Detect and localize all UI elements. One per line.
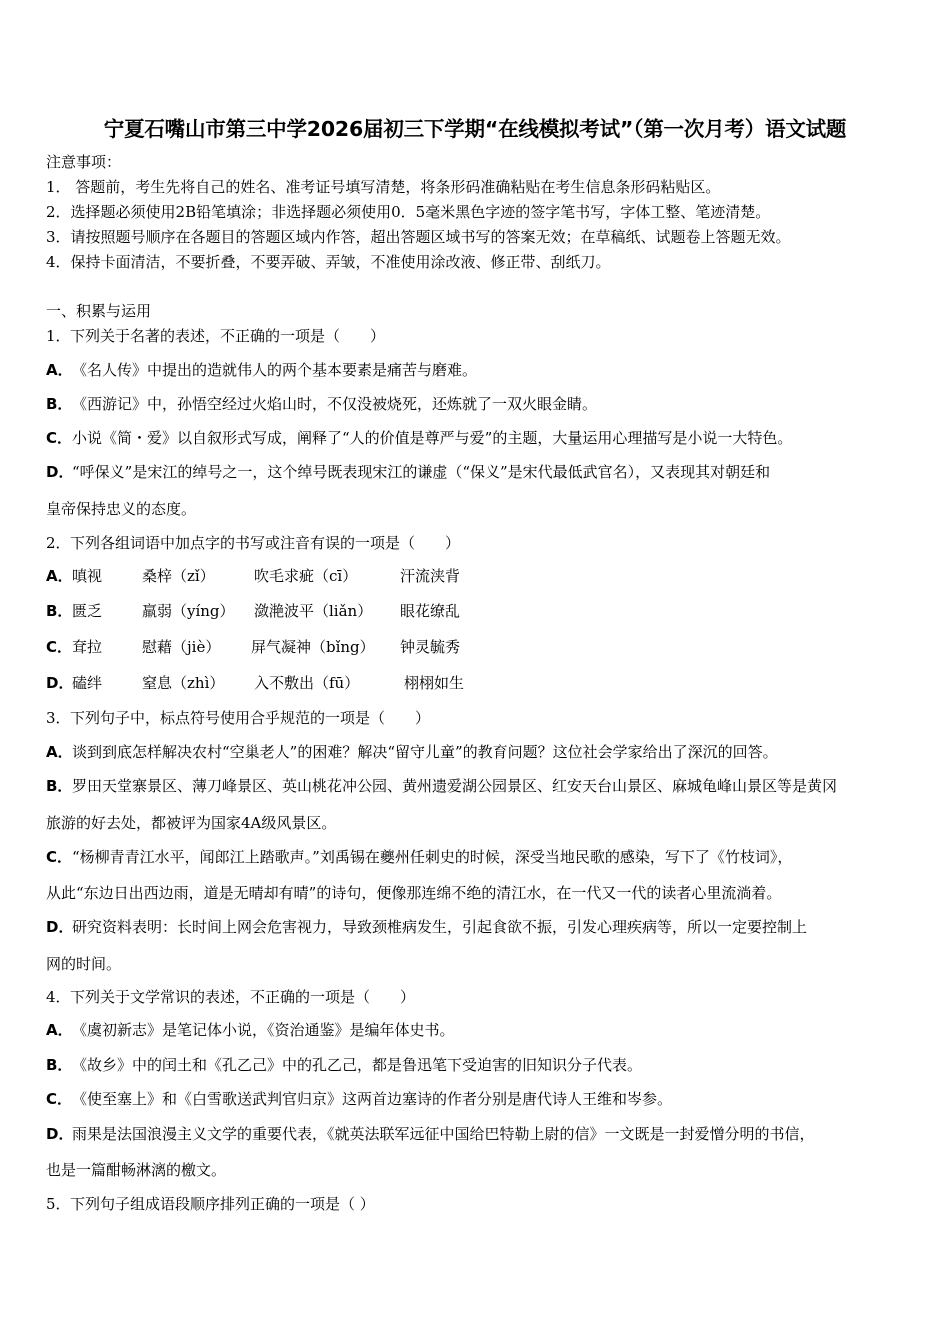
q4-option-b — [46, 1055, 642, 1075]
option-label: D． — [46, 674, 74, 692]
question-2-stem — [46, 533, 460, 553]
q3-option-d-cont: 网的时间。 — [46, 955, 122, 973]
option-label: A． — [46, 361, 73, 379]
q2-option-a — [46, 566, 102, 586]
q1-option-c — [46, 428, 792, 448]
word: 耷拉 — [72, 638, 103, 656]
word: 汗流浃背 — [400, 567, 461, 585]
q2-option-b — [46, 601, 102, 621]
question-text: 下列关于文学常识的表述，不正确的一项是（ ） — [70, 988, 416, 1006]
option-text: 研究资料表明：长时间上网会危害视力，导致颈椎病发生，引起食欲不振，引发心理疾病等，所以一定要控制上 — [72, 918, 808, 936]
option-label: C． — [46, 848, 73, 866]
word: 窒息（zhì） — [142, 674, 225, 692]
question-3-stem — [46, 708, 430, 728]
question-text: 下列句子中，标点符号使用合乎规范的一项是（ ） — [70, 709, 431, 727]
q3-option-c — [46, 847, 792, 867]
option-label: A． — [46, 743, 73, 761]
question-1-stem — [46, 326, 385, 346]
word: 慰藉（jiè） — [142, 638, 221, 656]
word: 嗔视 — [72, 567, 103, 585]
word: 潋滟波平（liǎn） — [254, 602, 373, 620]
q1-option-d — [46, 462, 770, 482]
option-text: 雨果是法国浪漫主义文学的重要代表，《就英法联军远征中国给巴特勒上尉的信》一文既是一封爱憎分明的书信， — [72, 1125, 815, 1143]
notice-item: 2．选择题必须使用2B铅笔填涂；非选择题必须使用0．5毫米黑色字迹的签字笔书写，字体工整、笔迹清楚。 — [46, 203, 771, 221]
option-label: A． — [46, 567, 73, 585]
option-text: 《虞初新志》是笔记体小说，《资治通鉴》是编年体史书。 — [72, 1021, 455, 1039]
question-4-stem — [46, 987, 415, 1007]
question-number: 1． — [46, 327, 71, 345]
exam-title: 宁夏石嘴山市第三中学2026届初三下学期“在线模拟考试”（第一次月考）语文试题 — [103, 117, 847, 141]
word: 屏气凝神（bǐng） — [251, 638, 375, 656]
section-heading: 一、积累与运用 — [46, 302, 152, 320]
question-number: 4． — [46, 988, 71, 1006]
word: 羸弱（yíng） — [142, 602, 235, 620]
q2-option-c — [46, 637, 102, 657]
option-label: C． — [46, 429, 73, 447]
word: 匮乏 — [72, 602, 103, 620]
question-number: 5． — [46, 1195, 71, 1213]
option-label: D． — [46, 1125, 74, 1143]
q1-option-b — [46, 394, 597, 414]
question-number: 2． — [46, 534, 71, 552]
option-label: B． — [46, 777, 73, 795]
q4-option-d — [46, 1124, 815, 1144]
option-label: B． — [46, 395, 73, 413]
q1-option-a — [46, 360, 477, 380]
notice-item: 4．保持卡面清洁，不要折叠，不要弄破、弄皱，不准使用涂改液、修正带、刮纸刀。 — [46, 253, 611, 271]
option-label: C． — [46, 638, 73, 656]
option-text: 小说《简・爱》以自叙形式写成，阐释了“人的价值是尊严与爱”的主题，大量运用心理描写是小说一大特色。 — [72, 429, 793, 447]
notice-item: 3．请按照题号顺序在各题目的答题区域内作答，超出答题区域书写的答案无效；在草稿纸、试题卷上答题无效。 — [46, 228, 791, 246]
word: 吹毛求疵（cī） — [254, 567, 358, 585]
word: 入不敷出（fū） — [254, 674, 360, 692]
q3-option-c-cont: 从此“东边日出西边雨，道是无晴却有晴”的诗句，便像那连绵不绝的清江水，在一代又一代的读者心里流淌着。 — [46, 884, 782, 902]
notice-heading: 注意事项： — [46, 153, 122, 171]
option-text: 谈到到底怎样解决农村“空巢老人”的困难？解决“留守儿童”的教育问题？这位社会学家给出了深沉的回答。 — [72, 743, 778, 761]
option-text: 《名人传》中提出的造就伟人的两个基本要素是痛苦与磨难。 — [72, 361, 478, 379]
q4-option-d-cont: 也是一篇酣畅淋漓的檄文。 — [46, 1161, 227, 1179]
q3-option-b — [46, 776, 837, 796]
notice-item: 1． 答题前，考生先将自己的姓名、准考证号填写清楚，将条形码准确粘贴在考生信息条形码粘贴区。 — [46, 178, 721, 196]
option-text: 《使至塞上》和《白雪歌送武判官归京》这两首边塞诗的作者分别是唐代诗人王维和岑参。 — [72, 1090, 673, 1108]
word: 磕绊 — [72, 674, 103, 692]
option-label: B． — [46, 1056, 73, 1074]
q3-option-a — [46, 742, 778, 762]
q1-option-d-cont: 皇帝保持忠义的态度。 — [46, 500, 197, 518]
option-label: D． — [46, 463, 74, 481]
option-text: “杨柳青青江水平，闻郎江上踏歌声。”刘禹锡在夔州任刺史的时候，深受当地民歌的感染，写下了《竹枝词》， — [72, 848, 793, 866]
option-text: 《故乡》中的闰土和《孔乙己》中的孔乙己，都是鲁迅笔下受迫害的旧知识分子代表。 — [72, 1056, 643, 1074]
q2-option-d — [46, 673, 102, 693]
question-number: 3． — [46, 709, 71, 727]
question-text: 下列各组词语中加点字的书写或注音有误的一项是（ ） — [70, 534, 461, 552]
question-5-stem — [46, 1194, 375, 1214]
word: 钟灵毓秀 — [400, 638, 461, 656]
option-label: B． — [46, 602, 73, 620]
word: 栩栩如生 — [404, 674, 465, 692]
q4-option-c — [46, 1089, 672, 1109]
q3-option-d — [46, 917, 807, 937]
word: 眼花缭乱 — [400, 602, 461, 620]
option-text: 罗田天堂寨景区、薄刀峰景区、英山桃花冲公园、黄州遗爱湖公园景区、红安天台山景区、麻城龟峰山景区等是黄冈 — [72, 777, 838, 795]
option-label: A． — [46, 1021, 73, 1039]
option-text: 《西游记》中，孙悟空经过火焰山时，不仅没被烧死，还炼就了一双火眼金睛。 — [72, 395, 598, 413]
question-text: 下列关于名著的表述，不正确的一项是（ ） — [70, 327, 386, 345]
q3-option-b-cont: 旅游的好去处，都被评为国家4A级风景区。 — [46, 814, 337, 832]
option-label: D． — [46, 918, 74, 936]
option-text: “呼保义”是宋江的绰号之一，这个绰号既表现宋江的谦虚（“保义”是宋代最低武官名），又表现其对朝廷和 — [72, 463, 771, 481]
question-text: 下列句子组成语段顺序排列正确的一项是（ ） — [70, 1195, 375, 1213]
q4-option-a — [46, 1020, 455, 1040]
option-label: C． — [46, 1090, 73, 1108]
word: 桑梓（zǐ） — [142, 567, 215, 585]
